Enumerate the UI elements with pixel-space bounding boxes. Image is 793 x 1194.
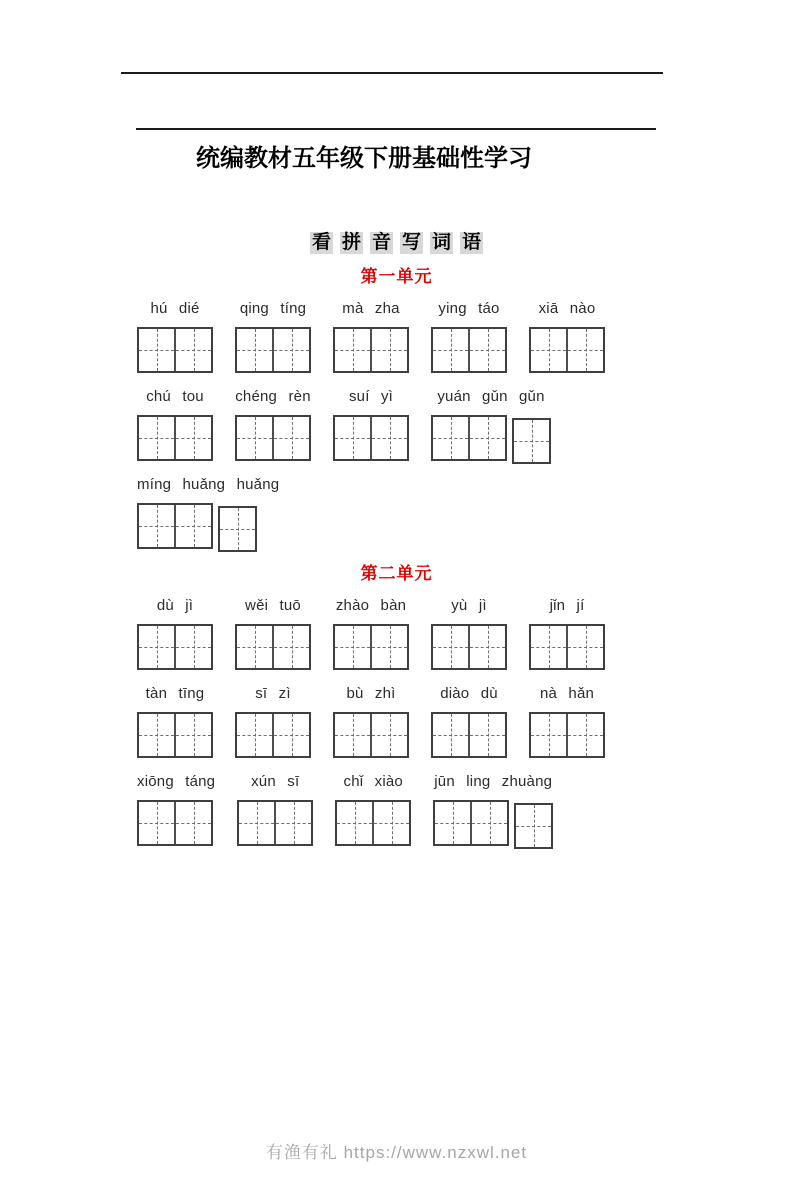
unit-section-1	[0, 268, 793, 549]
unit-heading: 第一单元	[360, 267, 433, 286]
grid-cell	[335, 417, 370, 459]
pinyin-label: hú dié	[150, 300, 200, 317]
document-title: 统编教材五年级下册基础性学习	[196, 145, 532, 172]
grid-box	[333, 415, 409, 461]
grid-cell	[272, 329, 309, 371]
word-item	[137, 301, 213, 373]
pinyin-label: nà hǎn	[539, 685, 595, 702]
pinyin-label: ying táo	[438, 300, 500, 317]
word-item	[137, 686, 213, 758]
section-heading-char: 词	[432, 232, 452, 253]
word-item	[333, 598, 409, 670]
grid-cell	[239, 802, 274, 844]
grid-cell	[372, 802, 409, 844]
writing-grid	[137, 800, 215, 846]
grid-box	[431, 624, 507, 670]
grid-cell	[335, 329, 370, 371]
grid-box	[137, 712, 213, 758]
grid-cell	[237, 329, 272, 371]
grid-cell	[174, 329, 211, 371]
word-item	[235, 686, 311, 758]
writing-grid	[529, 327, 605, 373]
pinyin-label: jūn ling zhuàng	[434, 773, 553, 790]
grid-box	[333, 712, 409, 758]
section-heading-char: 音	[371, 232, 391, 253]
word-item	[529, 598, 605, 670]
grid-cell	[433, 714, 468, 756]
grid-cell	[370, 417, 407, 459]
writing-grid	[237, 800, 313, 846]
pinyin-label: mà zha	[342, 300, 400, 317]
pinyin-label: tàn tīng	[145, 685, 205, 702]
word-item	[137, 389, 213, 461]
units-container	[0, 268, 793, 846]
grid-box	[529, 712, 605, 758]
grid-box	[137, 800, 213, 846]
grid-cell	[531, 714, 566, 756]
section-heading-char: 拼	[341, 232, 361, 253]
grid-cell	[433, 329, 468, 371]
pinyin-label: yù jì	[451, 597, 487, 614]
grid-cell	[174, 714, 211, 756]
section-heading-char: 语	[462, 232, 482, 253]
grid-cell	[433, 626, 468, 668]
writing-grid	[335, 800, 411, 846]
writing-grid	[333, 624, 409, 670]
grid-box	[529, 624, 605, 670]
grid-box	[235, 415, 311, 461]
word-item	[137, 477, 279, 549]
grid-cell	[337, 802, 372, 844]
writing-grid	[235, 712, 311, 758]
grid-box	[433, 800, 509, 846]
word-item	[237, 774, 313, 846]
pinyin-label: wěi tuō	[245, 597, 301, 614]
unit-heading: 第二单元	[360, 564, 433, 583]
grid-cell	[566, 714, 603, 756]
grid-extra-box	[218, 506, 257, 552]
document-page	[0, 72, 793, 1194]
grid-extra-box	[514, 803, 553, 849]
grid-cell	[433, 417, 468, 459]
word-item	[431, 389, 551, 461]
pinyin-label: yuán gǔn gǔn	[437, 388, 545, 405]
grid-box	[235, 624, 311, 670]
grid-box	[333, 624, 409, 670]
pinyin-label: chú tou	[146, 388, 204, 405]
grid-box	[431, 712, 507, 758]
grid-cell	[139, 417, 174, 459]
word-item	[235, 598, 311, 670]
writing-grid	[431, 624, 507, 670]
grid-cell	[174, 626, 211, 668]
writing-grid	[137, 624, 213, 670]
grid-extra-box	[512, 418, 551, 464]
writing-grid	[431, 415, 551, 461]
grid-cell	[237, 417, 272, 459]
grid-cell	[531, 626, 566, 668]
grid-box	[431, 415, 507, 461]
grid-cell	[468, 417, 505, 459]
pinyin-label: xiā nào	[538, 300, 596, 317]
grid-cell	[272, 626, 309, 668]
word-row	[137, 774, 793, 846]
pinyin-label: dù jì	[156, 597, 194, 614]
footer-watermark: 有渔有礼 https://www.nzxwl.net	[265, 1143, 528, 1162]
grid-cell	[468, 626, 505, 668]
grid-box	[137, 415, 213, 461]
header-rule	[121, 72, 663, 74]
grid-box	[137, 624, 213, 670]
grid-cell	[566, 626, 603, 668]
grid-cell	[139, 714, 174, 756]
pinyin-label: sī zì	[255, 685, 291, 702]
grid-box	[237, 800, 313, 846]
section-heading-char: 写	[402, 232, 422, 253]
grid-cell	[470, 802, 507, 844]
grid-cell	[139, 802, 174, 844]
pinyin-label: jǐn jí	[549, 597, 585, 614]
word-item	[333, 686, 409, 758]
grid-cell	[370, 329, 407, 371]
word-item	[431, 598, 507, 670]
grid-cell	[272, 714, 309, 756]
unit-section-2	[0, 565, 793, 846]
grid-cell	[370, 626, 407, 668]
section-heading	[0, 232, 793, 254]
writing-grid	[529, 624, 605, 670]
word-item	[335, 774, 411, 846]
word-item	[235, 301, 311, 373]
pinyin-label: qing tíng	[239, 300, 307, 317]
word-item	[431, 686, 507, 758]
grid-cell	[237, 714, 272, 756]
pinyin-label: suí yì	[348, 388, 394, 405]
grid-cell	[139, 329, 174, 371]
pinyin-label: xún sī	[251, 773, 300, 790]
grid-cell	[435, 802, 470, 844]
grid-cell	[370, 714, 407, 756]
writing-grid	[333, 712, 409, 758]
grid-cell	[272, 417, 309, 459]
word-item	[333, 301, 409, 373]
writing-grid	[431, 712, 507, 758]
grid-cell	[566, 329, 603, 371]
grid-box	[431, 327, 507, 373]
writing-grid	[235, 624, 311, 670]
grid-cell	[335, 626, 370, 668]
pinyin-label: xiōng táng	[137, 773, 216, 790]
writing-grid	[333, 327, 409, 373]
grid-box	[335, 800, 411, 846]
writing-grid	[529, 712, 605, 758]
word-row	[137, 598, 793, 670]
pinyin-label: zhào bàn	[335, 597, 407, 614]
grid-box	[137, 327, 213, 373]
pinyin-label: bù zhì	[346, 685, 396, 702]
pinyin-label: chéng rèn	[235, 388, 311, 405]
word-item	[333, 389, 409, 461]
word-item	[433, 774, 553, 846]
grid-cell	[220, 508, 255, 550]
grid-cell	[531, 329, 566, 371]
grid-box	[333, 327, 409, 373]
word-item	[529, 686, 605, 758]
grid-cell	[468, 329, 505, 371]
writing-grid	[333, 415, 409, 461]
grid-cell	[516, 805, 551, 847]
word-item	[235, 389, 311, 461]
word-item	[137, 598, 213, 670]
grid-cell	[335, 714, 370, 756]
pinyin-label: diào dù	[440, 685, 498, 702]
word-item	[431, 301, 507, 373]
word-item	[137, 774, 215, 846]
writing-grid	[431, 327, 507, 373]
word-row	[137, 686, 793, 758]
writing-grid	[137, 712, 213, 758]
writing-grid	[235, 327, 311, 373]
grid-box	[137, 503, 213, 549]
writing-grid	[137, 415, 213, 461]
grid-cell	[139, 626, 174, 668]
grid-cell	[174, 505, 211, 547]
grid-cell	[139, 505, 174, 547]
pinyin-label: chǐ xiào	[343, 773, 403, 790]
pinyin-label: míng huǎng huǎng	[137, 476, 280, 493]
word-row	[137, 301, 793, 373]
section-heading-char: 看	[311, 232, 331, 253]
grid-cell	[468, 714, 505, 756]
title-rule	[136, 128, 656, 130]
word-row	[137, 389, 793, 461]
word-row	[137, 477, 793, 549]
grid-cell	[514, 420, 549, 462]
grid-cell	[237, 626, 272, 668]
grid-cell	[174, 417, 211, 459]
word-item	[529, 301, 605, 373]
grid-box	[235, 712, 311, 758]
writing-grid	[137, 503, 279, 549]
grid-cell	[274, 802, 311, 844]
grid-box	[529, 327, 605, 373]
grid-box	[235, 327, 311, 373]
grid-cell	[174, 802, 211, 844]
writing-grid	[433, 800, 553, 846]
writing-grid	[137, 327, 213, 373]
writing-grid	[235, 415, 311, 461]
